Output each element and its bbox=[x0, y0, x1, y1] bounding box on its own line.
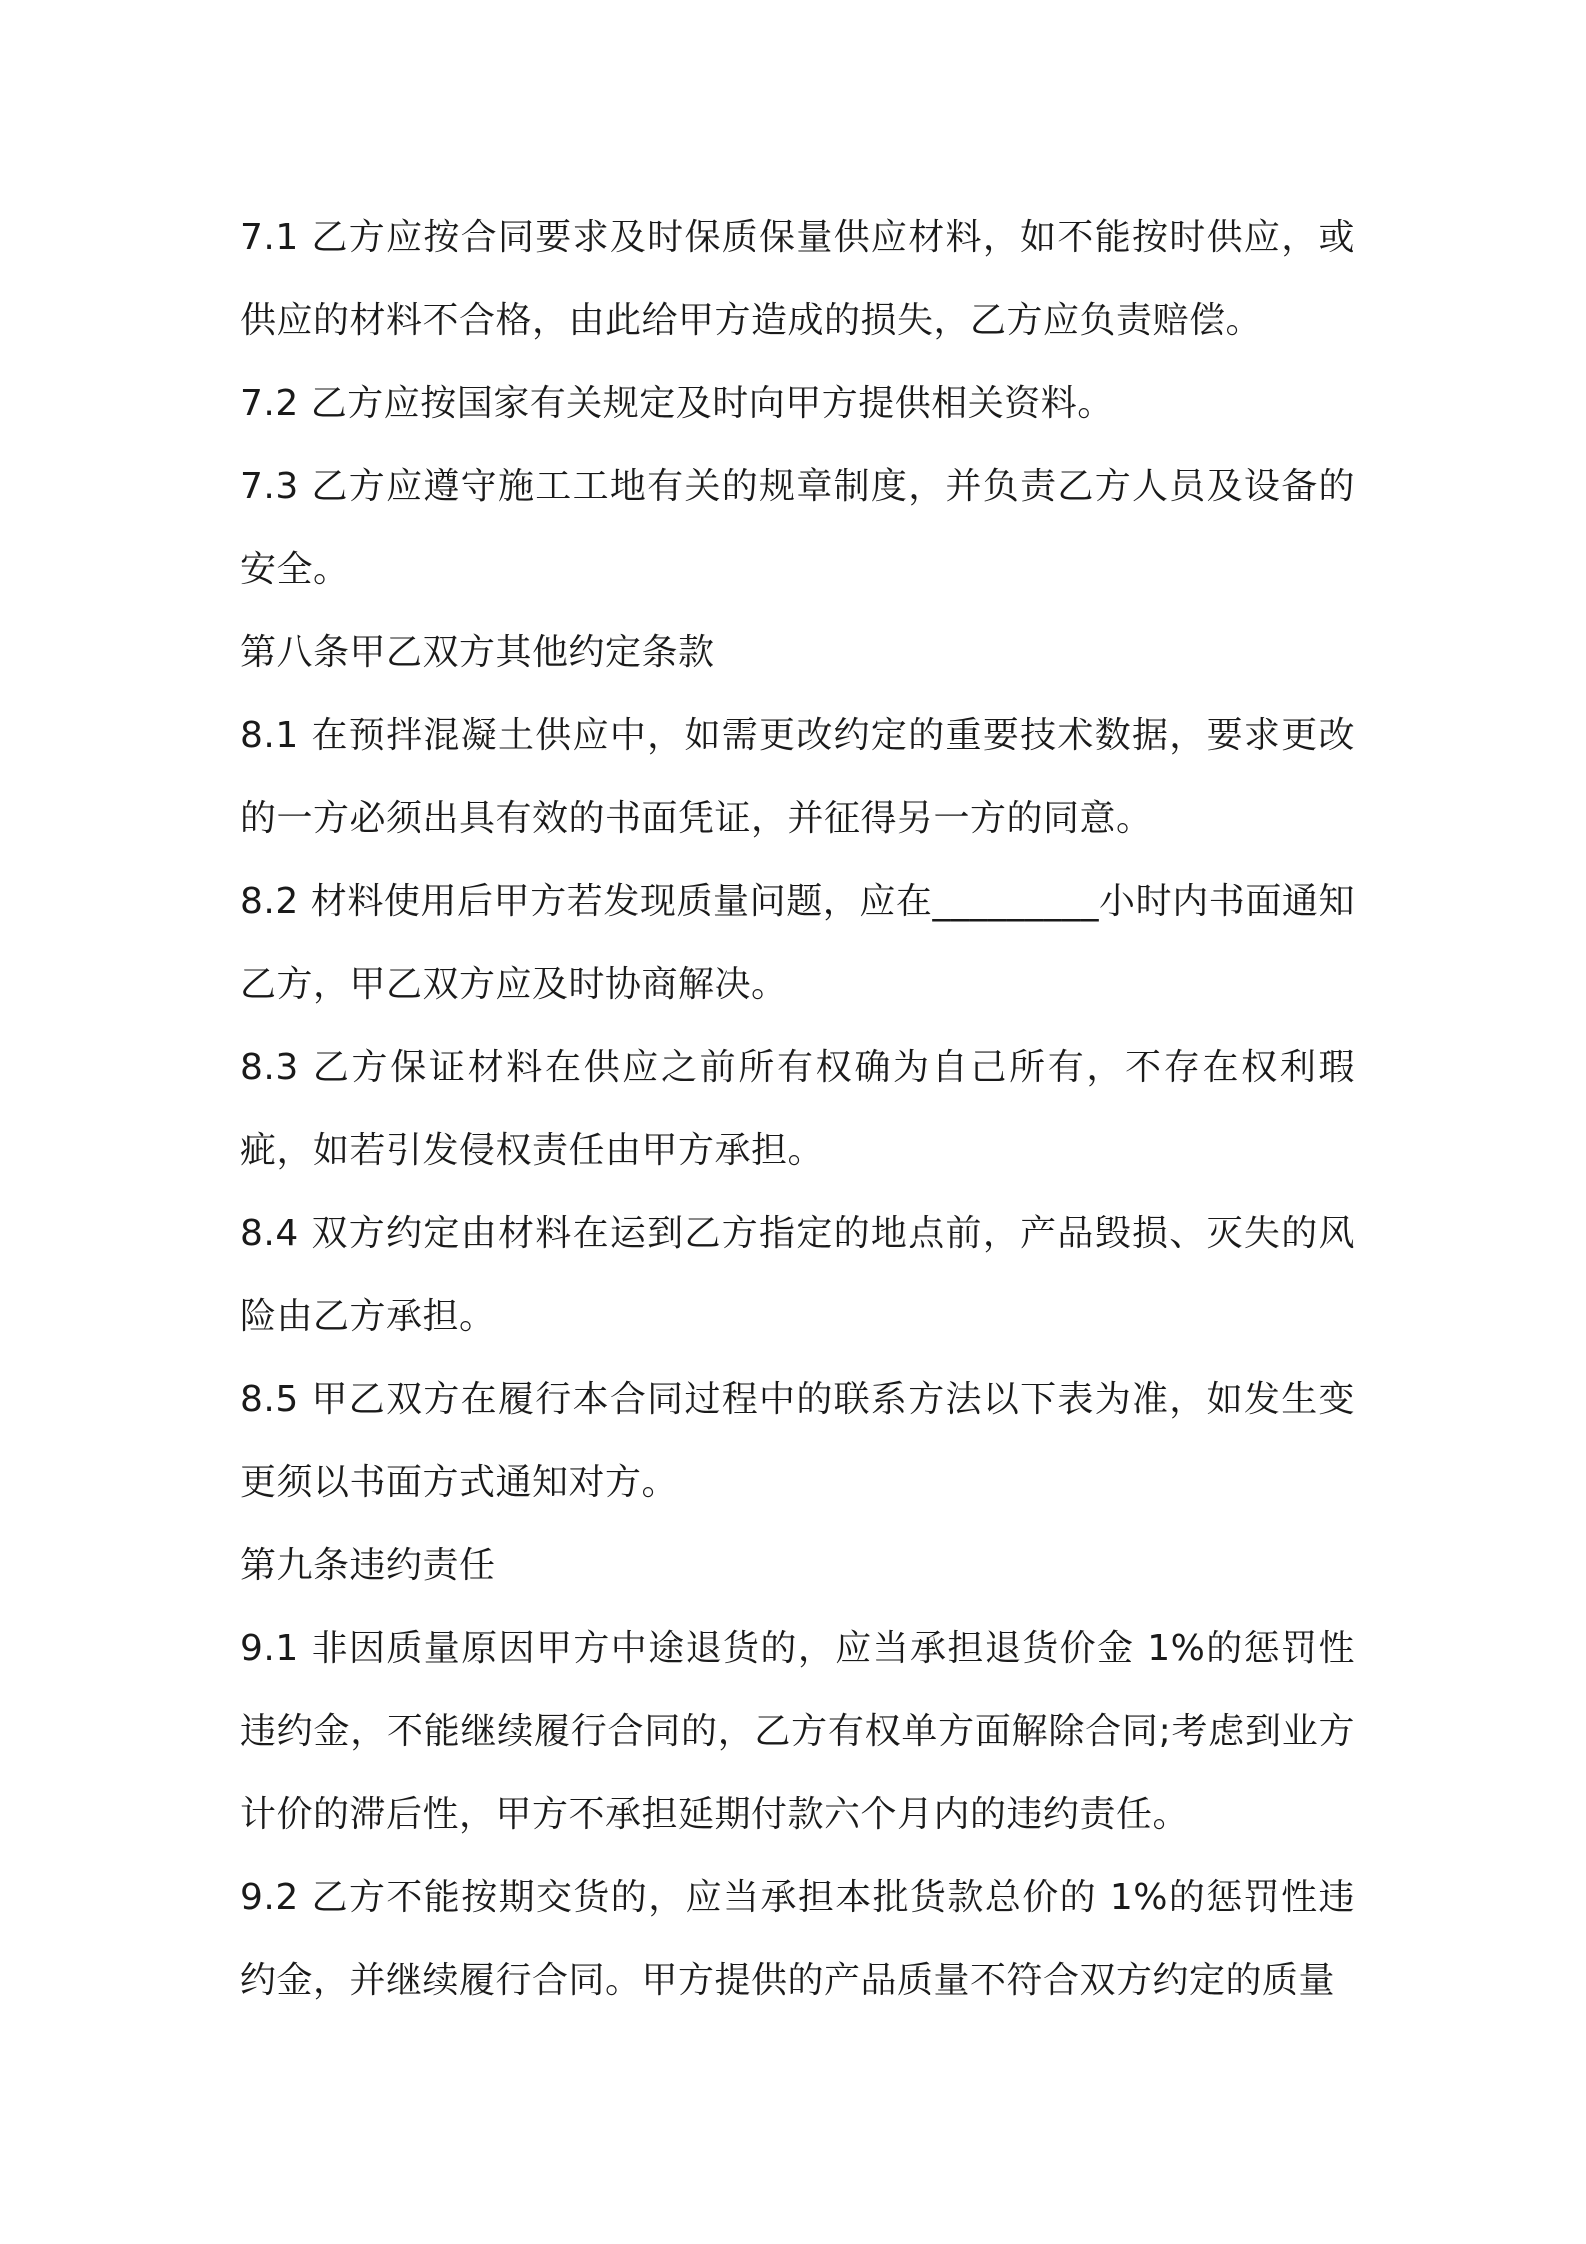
article-8-heading: 第八条甲乙双方其他约定条款 bbox=[240, 632, 715, 673]
clause-8-3: 8.3 乙方保证材料在供应之前所有权确为自己所有，不存在权利瑕疵，如若引发侵权责任由甲方承担。 bbox=[240, 1047, 1355, 1171]
clause-8-4: 8.4 双方约定由材料在运到乙方指定的地点前，产品毁损、灭失的风险由乙方承担。 bbox=[240, 1213, 1355, 1337]
clause-8-1: 8.1 在预拌混凝土供应中，如需更改约定的重要技术数据，要求更改的一方必须出具有效的书面凭证，并征得另一方的同意。 bbox=[240, 715, 1355, 839]
clause-9-1: 9.1 非因质量原因甲方中途退货的，应当承担退货价金 1%的惩罚性违约金，不能继续履行合同的，乙方有权单方面解除合同;考虑到业方计价的滞后性，甲方不承担延期付款六个月内的违约责任。 bbox=[240, 1628, 1355, 1835]
clause-8-5: 8.5 甲乙双方在履行本合同过程中的联系方法以下表为准，如发生变更须以书面方式通知对方。 bbox=[240, 1379, 1355, 1503]
document-body bbox=[240, 196, 1355, 2022]
clause-8-2: 8.2 材料使用后甲方若发现质量问题，应在_________小时内书面通知乙方，甲乙双方应及时协商解决。 bbox=[240, 881, 1355, 1005]
article-9-heading: 第九条违约责任 bbox=[240, 1545, 496, 1586]
clause-7-3: 7.3 乙方应遵守施工工地有关的规章制度，并负责乙方人员及设备的安全。 bbox=[240, 466, 1355, 590]
clause-9-2: 9.2 乙方不能按期交货的，应当承担本批货款总价的 1%的惩罚性违约金，并继续履行合同。甲方提供的产品质量不符合双方约定的质量 bbox=[240, 1877, 1355, 2001]
clause-7-1: 7.1 乙方应按合同要求及时保质保量供应材料，如不能按时供应，或供应的材料不合格，由此给甲方造成的损失，乙方应负责赔偿。 bbox=[240, 217, 1355, 341]
clause-7-2: 7.2 乙方应按国家有关规定及时向甲方提供相关资料。 bbox=[240, 383, 1114, 424]
